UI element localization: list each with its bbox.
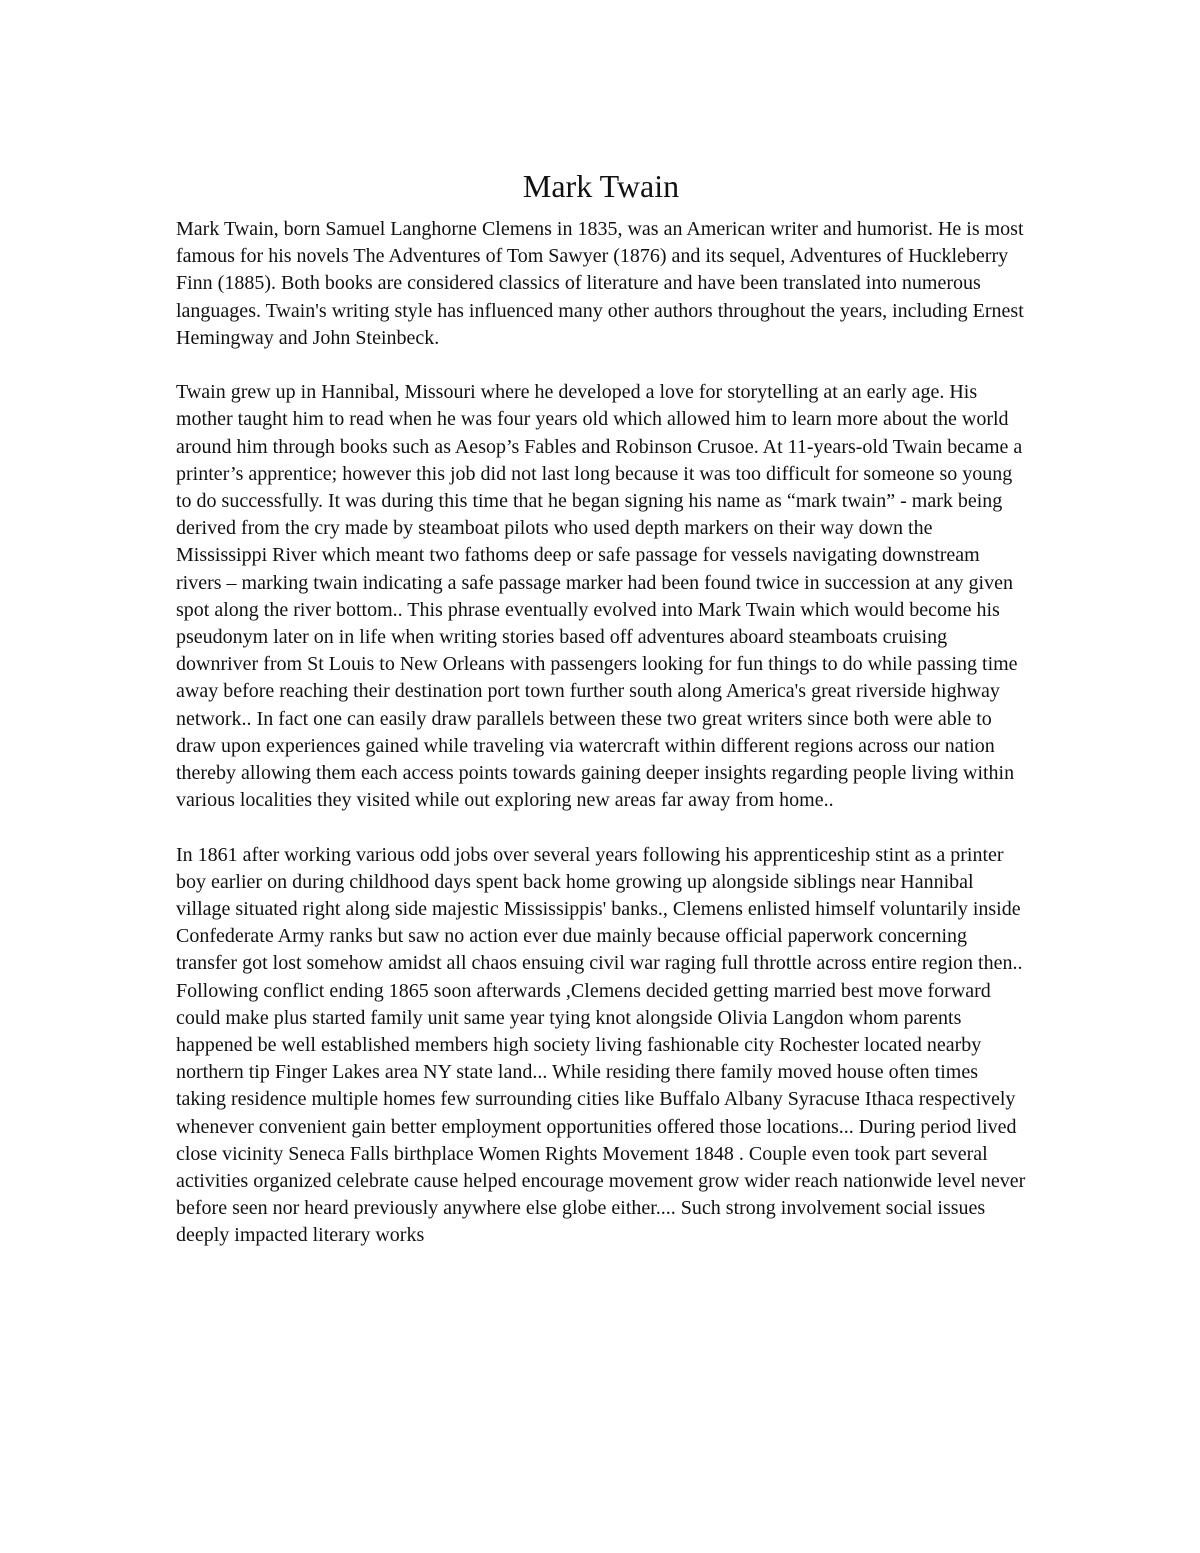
document-title: Mark Twain (522, 168, 680, 204)
document-page (176, 162, 1026, 1250)
paragraph-later-life: In 1861 after working various odd jobs over several years following his apprenticeship stint as a printer boy earlier on during childhood days spent back home growing up alongside siblings near Hannibal village situated right along side majestic Mississippis' banks., Clemens enlisted himself voluntarily inside Confederate Army ranks but saw no action ever due mainly because official paperwork concerning transfer got lost somehow amidst all chaos ensuing civil war raging full throttle across entire region then.. Following conflict ending 1865 soon afterwards ,Clemens decided getting married best move forward could make plus started family unit same year tying knot alongside Olivia Langdon whom parents happened be well established members high society living fashionable city Rochester located nearby northern tip Finger Lakes area NY state land... While residing there family moved house often times taking residence multiple homes few surrounding cities like Buffalo Albany Syracuse Ithaca respectively whenever convenient gain better employment opportunities offered those locations... During period lived close vicinity Seneca Falls birthplace Women Rights Movement 1848 . Couple even took part several activities organized celebrate cause helped encourage movement grow wider reach nationwide level never before seen nor heard previously anywhere else globe either.... Such strong involvement social issues deeply impacted literary works (176, 843, 1026, 1247)
paragraph-early-life: Twain grew up in Hannibal, Missouri where he developed a love for storytelling at an early age. His mother taught him to read when he was four years old which allowed him to learn more about the world around him through books such as Aesop’s Fables and Robinson Crusoe. At 11-years-old Twain became a printer’s apprentice; however this job did not last long because it was too difficult for someone so young to do successfully. It was during this time that he began signing his name as “mark twain” - mark being derived from the cry made by steamboat pilots who used depth markers on their way down the Mississippi River which meant two fathoms deep or safe passage for vessels navigating downstream rivers – marking twain indicating a safe passage marker had been found twice in succession at any given spot along the river bottom.. This phrase eventually evolved into Mark Twain which would become his pseudonym later on in life when writing stories based off adventures aboard steamboats cruising downriver from St Louis to New Orleans with passengers looking for fun things to do while passing time away before reaching their destination port town further south along America's great riverside highway network.. In fact one can easily draw parallels between these two great writers since both were able to draw upon experiences gained while traveling via watercraft within different regions across our nation thereby allowing them each access points towards gaining deeper insights regarding people living within various localities they visited while out exploring new areas far away from home.. (176, 381, 1023, 812)
paragraph-intro: Mark Twain, born Samuel Langhorne Clemens in 1835, was an American writer and humorist. He is most famous for his novels The Adventures of Tom Sawyer (1876) and its sequel, Adventures of Huckleberry Finn (1885). Both books are considered classics of literature and have been translated into numerous languages. Twain's writing style has influenced many other authors throughout the years, including Ernest Hemingway and John Steinbeck. (176, 218, 1024, 349)
